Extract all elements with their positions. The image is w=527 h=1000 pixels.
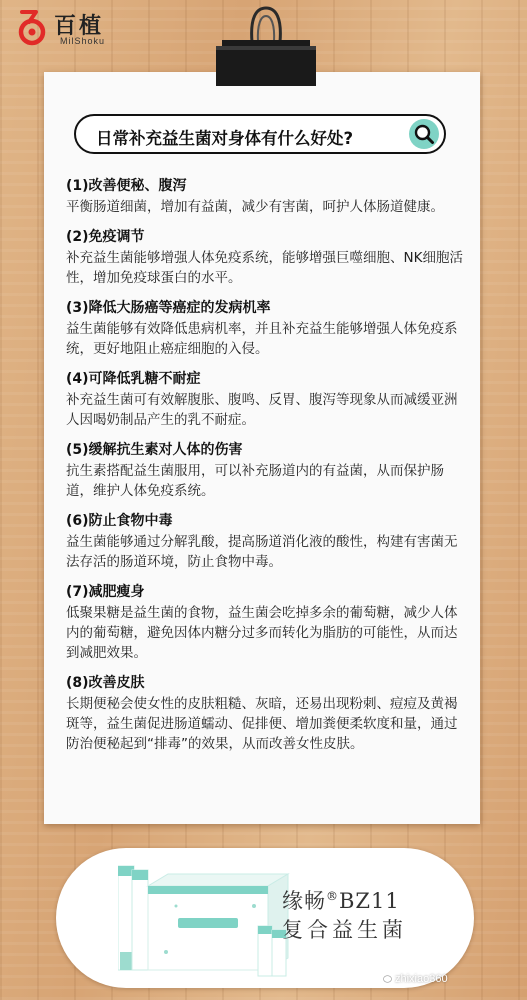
watermark-text: zhixiao360	[395, 973, 448, 985]
product-name-cn: 缘畅	[282, 889, 326, 913]
benefit-item	[66, 582, 466, 663]
benefit-text: 低聚果糖是益生菌的食物，益生菌会吃掉多余的葡萄糖，减少人体内的葡萄糖，避免因体内糖分过多而转化为脂肪的可能性，从而达到减肥效果。	[66, 605, 458, 661]
product-subtitle: 复合益生菌	[282, 918, 407, 942]
product-name-block	[282, 882, 407, 945]
registered-mark: ®	[326, 889, 339, 903]
benefit-title: (1)改善便秘、腹泻	[66, 178, 187, 194]
product-banner	[56, 848, 474, 988]
benefit-list	[66, 176, 466, 764]
title-banner	[74, 114, 446, 154]
benefit-text: 补充益生菌可有效解腹胀、腹鸣、反胃、腹泻等现象从而减缓亚洲人因喝奶制品产生的乳不耐症。	[66, 392, 458, 428]
benefit-title: (6)防止食物中毒	[66, 513, 173, 529]
page-title: 日常补充益生菌对身体有什么好处?	[96, 129, 354, 148]
product-model: BZ11	[339, 889, 400, 913]
benefit-text: 益生菌能够通过分解乳酸，提高肠道消化液的酸性，构建有害菌无法存活的肠道环境，防止食物中毒。	[66, 534, 458, 570]
benefit-text: 抗生素搭配益生菌服用，可以补充肠道内的有益菌，从而保护肠道，维护人体免疫系统。	[66, 463, 444, 499]
wechat-icon	[378, 972, 392, 983]
info-sheet	[44, 72, 480, 824]
brand-name-cn: 百植	[54, 14, 105, 39]
benefit-title: (4)可降低乳糖不耐症	[66, 371, 201, 387]
benefit-item	[66, 298, 466, 359]
search-icon	[408, 118, 440, 150]
benefit-title: (2)免疫调节	[66, 229, 145, 245]
brand-name-en: MilShoku	[60, 36, 106, 46]
benefit-text: 长期便秘会使女性的皮肤粗糙、灰暗，还易出现粉刺、痘痘及黄褐斑等，益生菌促进肠道蠕动、促排便、增加粪便柔软度和量，通过防治便秘起到“排毒”的效果，从而改善女性皮肤。	[66, 696, 458, 752]
brand-logo	[14, 8, 154, 48]
benefit-item	[66, 673, 466, 754]
brand-logo-mark	[14, 8, 50, 46]
benefit-title: (3)降低大肠癌等癌症的发病机率	[66, 300, 271, 316]
benefit-item	[66, 369, 466, 430]
benefit-text: 平衡肠道细菌，增加有益菌，减少有害菌，呵护人体肠道健康。	[66, 199, 444, 215]
product-name	[282, 882, 407, 915]
benefit-item	[66, 227, 466, 288]
watermark	[378, 972, 448, 985]
benefit-text: 益生菌能够有效降低患病机率，并且补充益生能够增强人体免疫系统，更好地阻止癌症细胞的入侵。	[66, 321, 458, 357]
benefit-text: 补充益生菌能够增强人体免疫系统，能够增强巨噬细胞、NK细胞活性，增加免疫球蛋白的水平。	[66, 250, 463, 286]
benefit-title: (8)改善皮肤	[66, 675, 145, 691]
benefit-item	[66, 511, 466, 572]
binder-clip-icon	[212, 2, 320, 92]
benefit-title: (7)减肥瘦身	[66, 584, 145, 600]
benefit-item	[66, 440, 466, 501]
benefit-item	[66, 176, 466, 217]
benefit-title: (5)缓解抗生素对人体的伤害	[66, 442, 243, 458]
